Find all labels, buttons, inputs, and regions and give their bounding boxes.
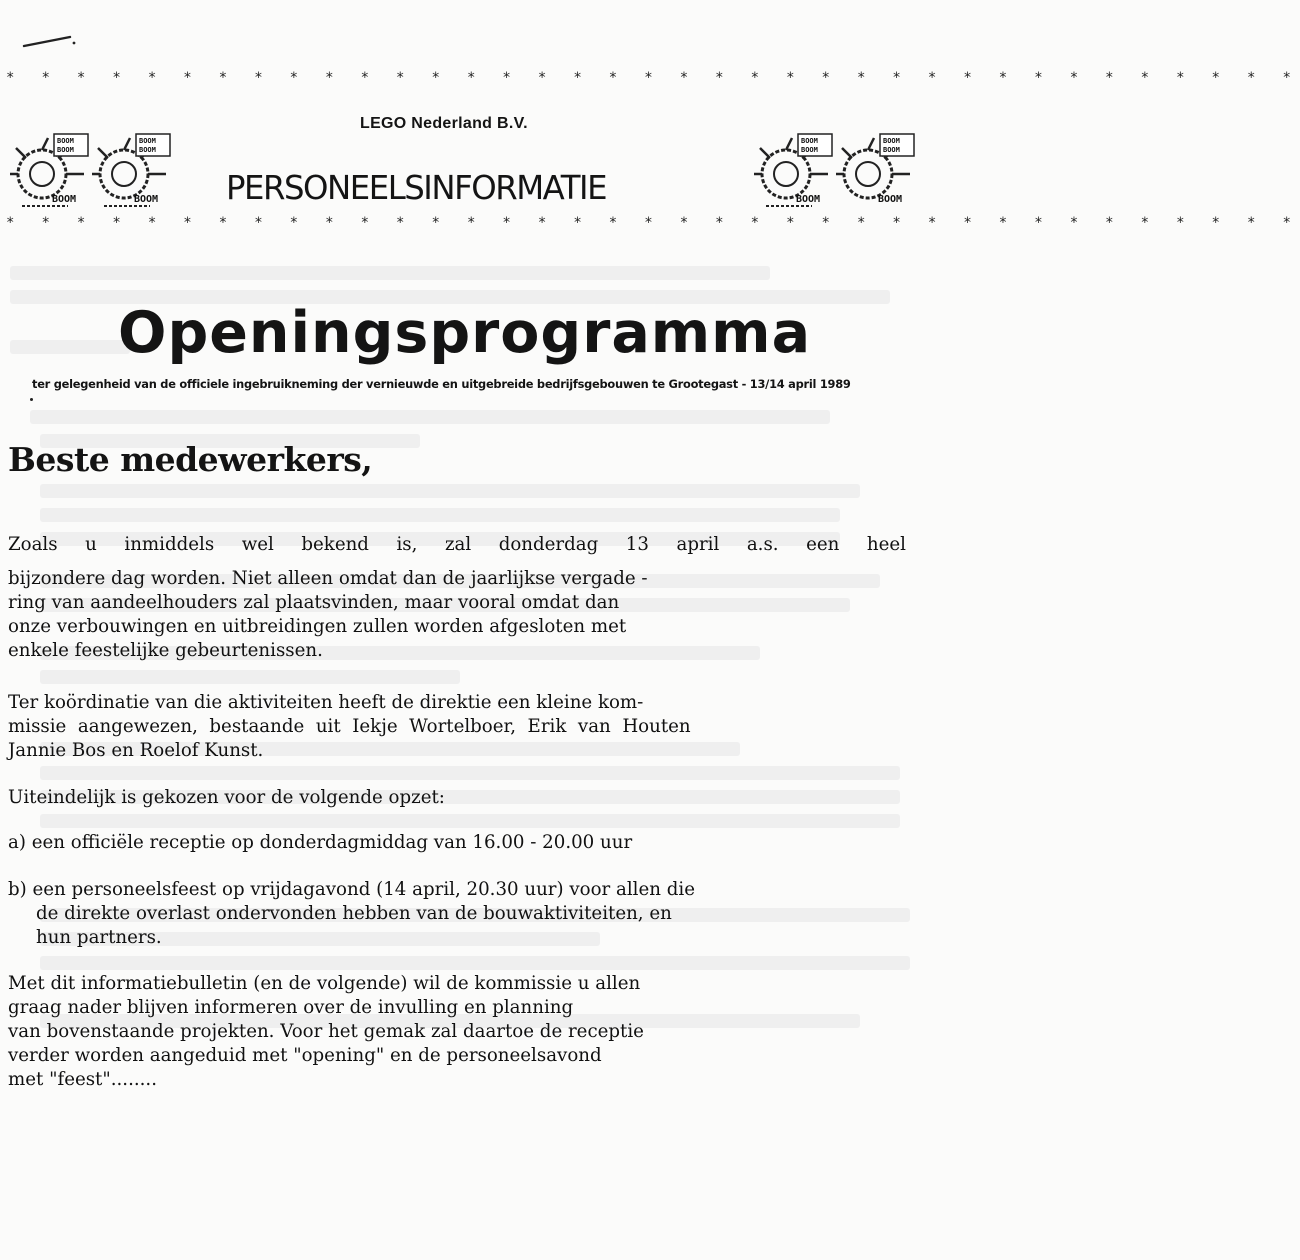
paragraph-intro-line-1 bbox=[8, 533, 906, 557]
star-border-top: * * * * * * * * * * * * * * * * * * * * * * * * * * * * * * * * * * * * * bbox=[6, 70, 1300, 86]
list-item-b bbox=[8, 878, 908, 950]
word: wel bbox=[241, 534, 274, 555]
text-line: enkele feestelijke gebeurtenissen. bbox=[8, 640, 323, 661]
greeting: Beste medewerkers, bbox=[8, 440, 373, 479]
paragraph-bulletin bbox=[8, 972, 908, 1092]
text-line: Jannie Bos en Roelof Kunst. bbox=[8, 740, 264, 761]
paragraph-committee bbox=[8, 691, 908, 763]
text-line: missie aangewezen, bestaande uit Iekje Wortelboer, Erik van Houten bbox=[8, 716, 691, 737]
paragraph-setup bbox=[8, 786, 908, 810]
word: april bbox=[676, 534, 720, 555]
star-border-bottom: * * * * * * * * * * * * * * * * * * * * * * * * * * * * * * * * * * * * * bbox=[6, 215, 1300, 231]
text-line: Met dit informatiebulletin (en de volgende) wil de kommissie u allen bbox=[8, 973, 641, 994]
text-line: de direkte overlast ondervonden hebben van de bouwaktiviteiten, en bbox=[36, 903, 672, 924]
text-line: Ter koördinatie van die aktiviteiten heeft de direktie een kleine kom- bbox=[8, 692, 644, 713]
svg-text:BOOM: BOOM bbox=[878, 194, 903, 205]
ink-dot bbox=[30, 398, 33, 401]
text-line: ring van aandeelhouders zal plaatsvinden, maar vooral omdat dan bbox=[8, 592, 620, 613]
word: zal bbox=[444, 534, 472, 555]
text-line: Uiteindelijk is gekozen voor de volgende opzet: bbox=[8, 787, 445, 808]
paragraph-intro bbox=[8, 533, 908, 663]
pen-mark bbox=[22, 34, 76, 48]
word: a.s. bbox=[746, 534, 779, 555]
word: donderdag bbox=[498, 534, 599, 555]
list-item-a bbox=[8, 831, 908, 855]
document-title: PERSONEELSINFORMATIE bbox=[226, 168, 607, 207]
svg-text:BOOM: BOOM bbox=[801, 137, 818, 145]
word: bekend bbox=[301, 534, 369, 555]
text-line: b) een personeelsfeest op vrijdagavond (14 april, 20.30 uur) voor allen die bbox=[8, 879, 695, 900]
company-name: LEGO Nederland B.V. bbox=[360, 115, 528, 132]
svg-text:BOOM: BOOM bbox=[52, 194, 77, 205]
svg-text:BOOM: BOOM bbox=[796, 194, 821, 205]
word: 13 bbox=[625, 534, 649, 555]
svg-text:BOOM: BOOM bbox=[57, 146, 74, 154]
text-line: a) een officiële receptie op donderdagmiddag van 16.00 - 20.00 uur bbox=[8, 832, 633, 853]
word: heel bbox=[866, 534, 906, 555]
word: is, bbox=[396, 534, 418, 555]
boom-logo-icon bbox=[8, 130, 92, 212]
svg-text:BOOM: BOOM bbox=[883, 146, 900, 154]
text-line: verder worden aangeduid met "opening" en de personeelsavond bbox=[8, 1045, 602, 1066]
text-line: bijzondere dag worden. Niet alleen omdat dan de jaarlijkse vergade - bbox=[8, 568, 648, 589]
text-line: hun partners. bbox=[36, 927, 162, 948]
boom-logo-icon bbox=[90, 130, 174, 212]
word: een bbox=[806, 534, 840, 555]
occasion-subline: ter gelegenheid van de officiele ingebruikneming der vernieuwde en uitgebreide bedrijfsgebouwen te Grootegast - 13/14 april 1989 bbox=[32, 377, 851, 391]
text-line: van bovenstaande projekten. Voor het gemak zal daartoe de receptie bbox=[8, 1021, 644, 1042]
word: u bbox=[85, 534, 97, 555]
boom-logo-icon bbox=[834, 130, 914, 212]
svg-text:BOOM: BOOM bbox=[57, 137, 74, 145]
word: inmiddels bbox=[124, 534, 215, 555]
text-line: met "feest"........ bbox=[8, 1069, 157, 1090]
svg-text:BOOM: BOOM bbox=[134, 194, 159, 205]
program-heading: Openingsprogramma bbox=[118, 300, 812, 366]
svg-text:BOOM: BOOM bbox=[801, 146, 818, 154]
text-line: graag nader blijven informeren over de invulling en planning bbox=[8, 997, 574, 1018]
svg-text:BOOM: BOOM bbox=[139, 137, 156, 145]
text-line: onze verbouwingen en uitbreidingen zullen worden afgesloten met bbox=[8, 616, 627, 637]
word: Zoals bbox=[8, 534, 58, 555]
svg-text:BOOM: BOOM bbox=[139, 146, 156, 154]
boom-logo-icon bbox=[752, 130, 836, 212]
svg-text:BOOM: BOOM bbox=[883, 137, 900, 145]
